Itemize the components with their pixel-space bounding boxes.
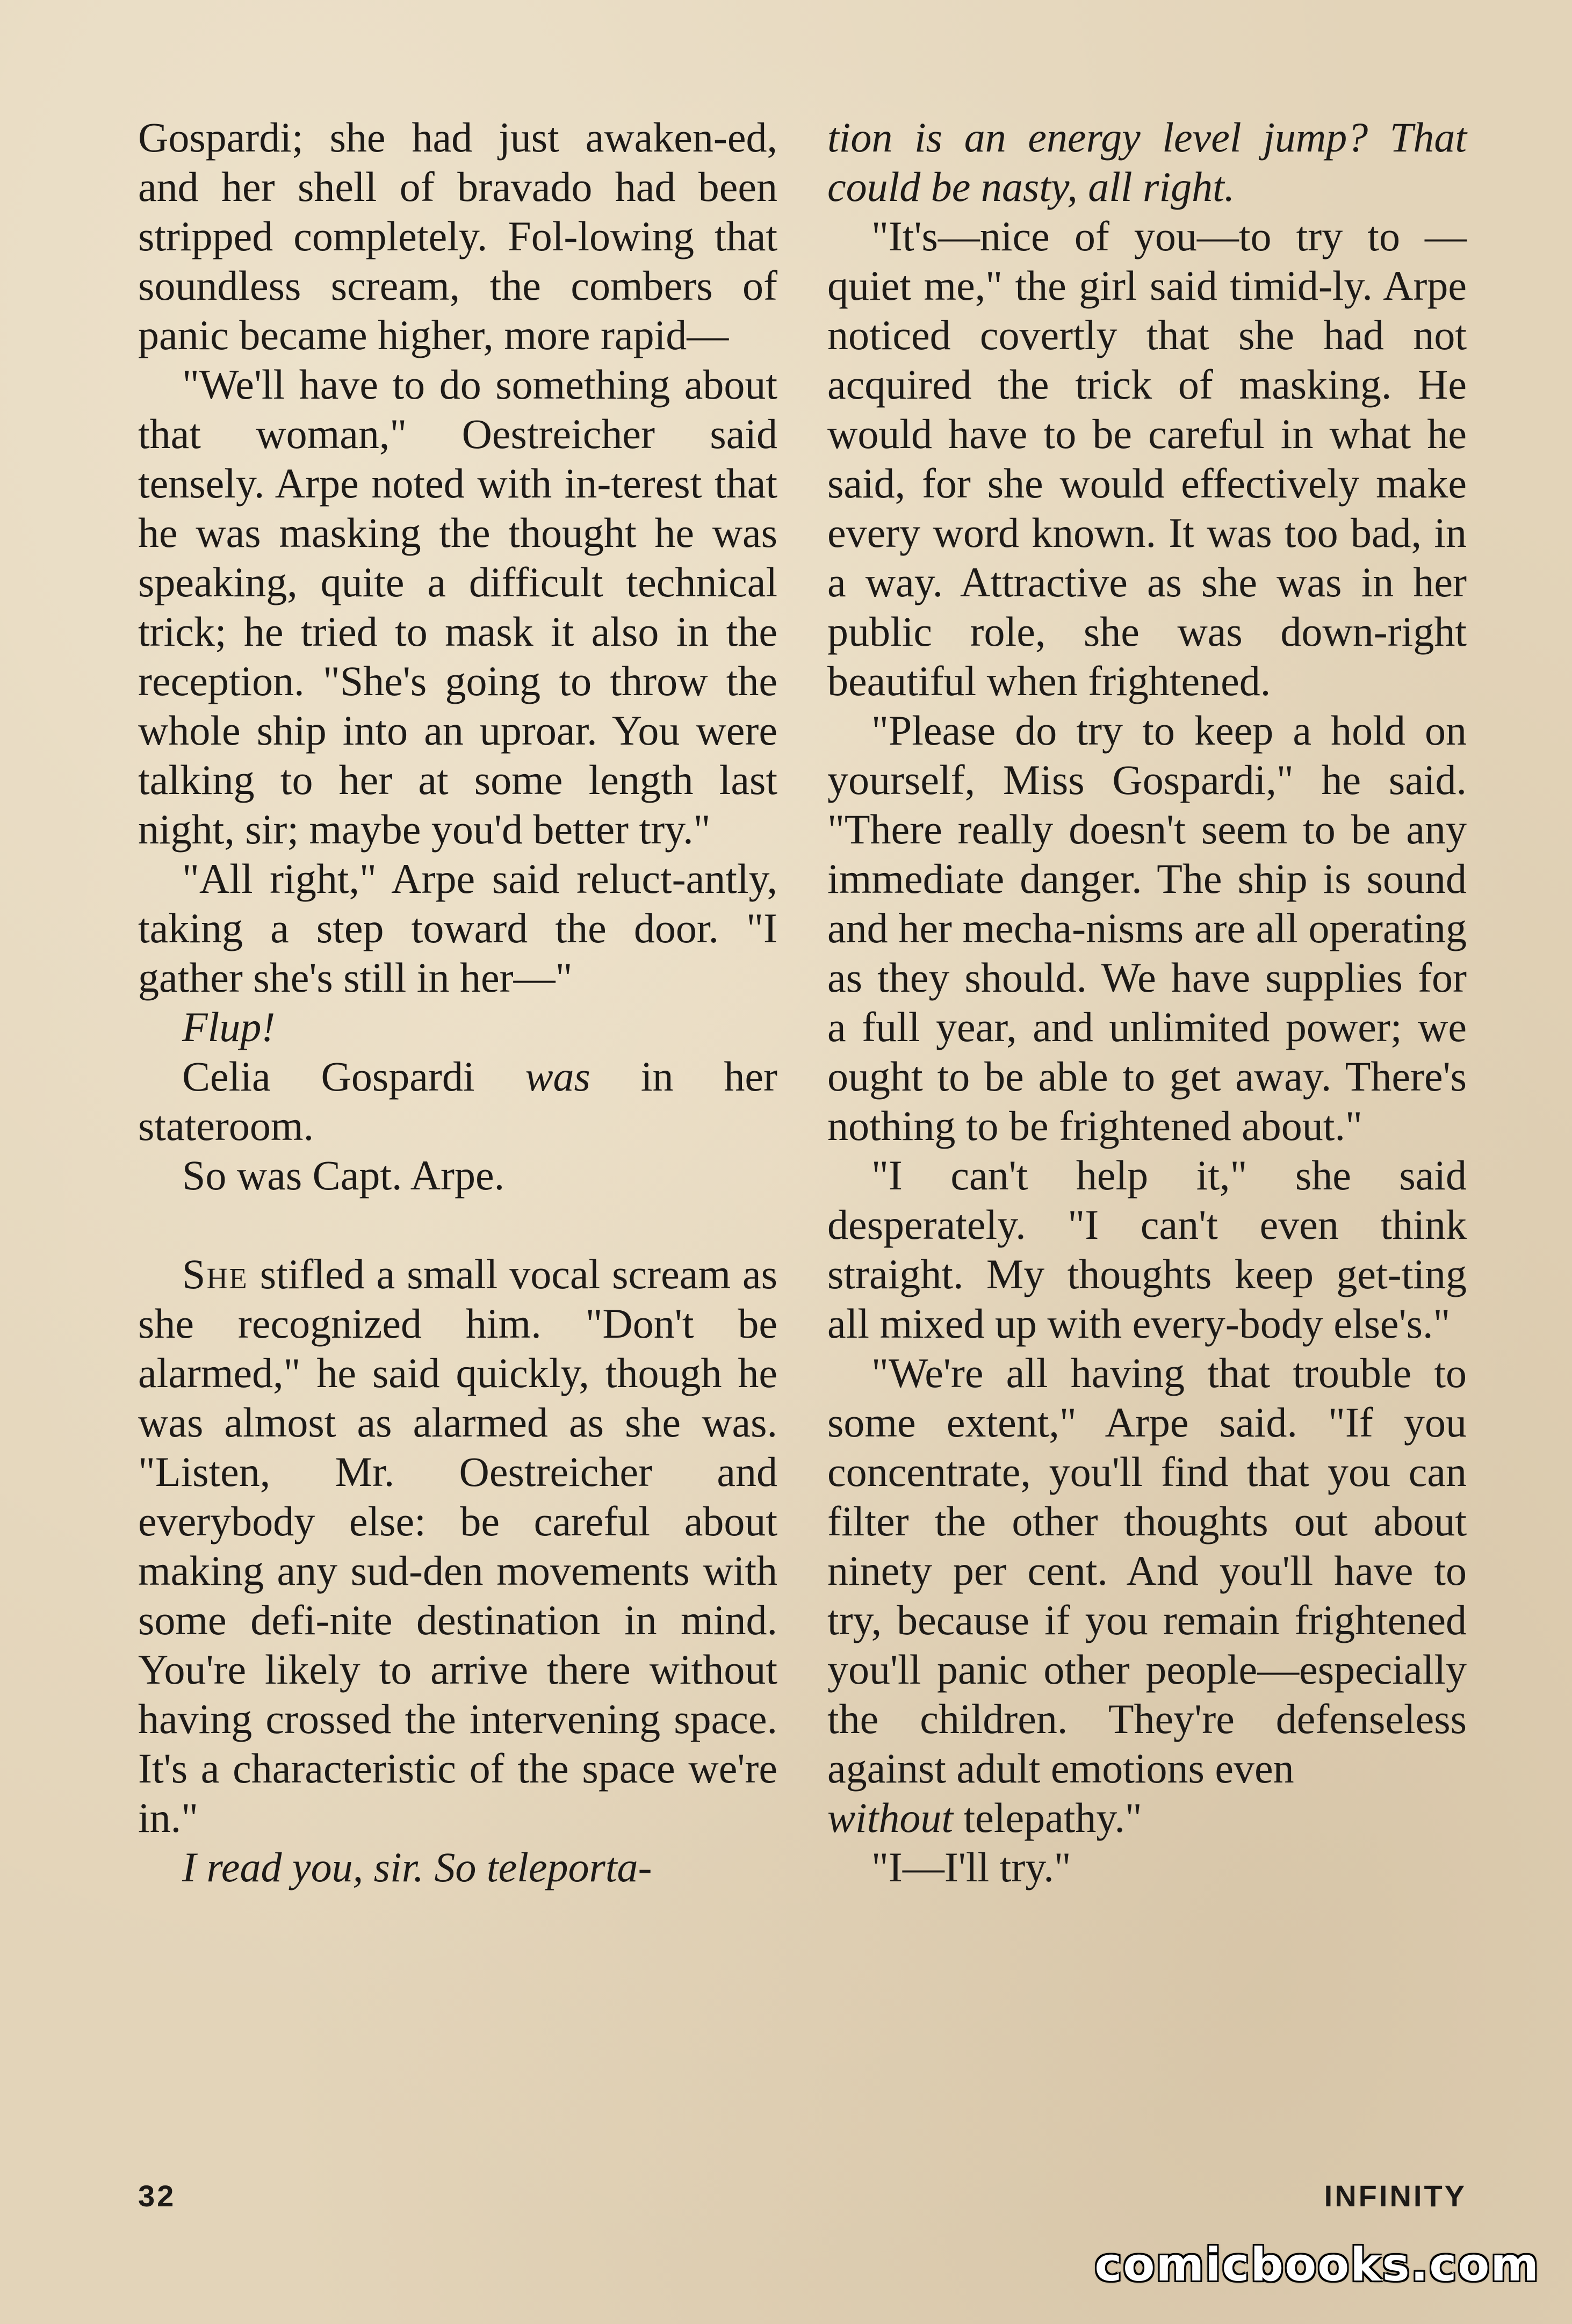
paragraph-italic <box>138 1002 777 1052</box>
paragraph: "It's—nice of you—to try to —quiet me," the girl said timid-ly. Arpe noticed covertly that she had not acquired the trick of masking. He would have to be careful in what he said, for she would effectively make every word known. It was too bad, in a way. Attractive as she was in her public role, she was down-right beautiful when frightened. <box>827 213 1467 704</box>
paragraph: So was Capt. Arpe. <box>182 1152 505 1199</box>
paragraph: "I can't help it," she said desperately. "I can't even think straight. My thoughts keep get-ting all mixed up with every-body else's." <box>827 1152 1467 1347</box>
left-text-column <box>138 113 777 1892</box>
thought-text: tion is an energy level jump? That could be nasty, all right. <box>827 114 1467 210</box>
text-run: in her stateroom. <box>138 1053 777 1149</box>
paragraph-italic <box>827 113 1467 212</box>
paragraph: Gospardi; she had just awaken-ed, and her shell of bravado had been stripped completely. Fol-lowing that soundless scream, the combers of panic became higher, more rapid— <box>138 114 777 358</box>
thought-text: I read you, sir. So teleporta- <box>182 1844 652 1890</box>
paragraph: "We'll have to do something about that woman," Oestreicher said tensely. Arpe noted with in-terest that he was masking the thought he was speaking, quite a difficult technical trick; he tried to mask it also in the reception. "She's going to throw the whole ship into an uproar. You were talking to her at some length last night, sir; maybe you'd better try." <box>138 361 777 853</box>
text-run: Celia Gospardi <box>182 1053 525 1100</box>
magazine-title: INFINITY <box>1324 2179 1467 2213</box>
paragraph-italic <box>138 1843 777 1892</box>
paragraph: "Please do try to keep a hold on yourself, Miss Gospardi," he said. "There really doesn't seem to be any immediate danger. The ship is sound and her mecha-nisms are all operating as they should. We have supplies for a full year, and unlimited power; we ought to be able to get away. There's nothing to be frightened about." <box>827 707 1467 1149</box>
text-run: stifled a small vocal scream as she recognized him. "Don't be alarmed," he said quickly, though he was almost as alarmed as she was. "Listen, Mr. Oestreicher and everybody else: be careful about making any sud-den movements with some defi-nite destination in mind. You're likely to arrive there without having crossed the intervening space. It's a characteristic of the space we're in." <box>138 1251 777 1841</box>
right-text-column <box>827 113 1467 1892</box>
emphasis: without <box>827 1794 954 1841</box>
watermark: comicbooks.com <box>1094 2238 1540 2292</box>
paragraph-continuation <box>827 1793 1467 1843</box>
paragraph: "All right," Arpe said reluct-antly, taking a step toward the door. "I gather she's still in her—" <box>138 855 777 1001</box>
section-start-paragraph <box>138 1250 777 1843</box>
paragraph: "We're all having that trouble to some extent," Arpe said. "If you concentrate, you'll find that you can filter the other thoughts out about ninety per cent. And you'll have to try, because if you remain frightened you'll panic other people—especially the children. They're defenseless against adult emotions even <box>827 1349 1467 1792</box>
flup-interjection: Flup! <box>182 1004 276 1050</box>
paragraph: "I—I'll try." <box>871 1844 1071 1890</box>
emphasis: was <box>525 1053 590 1100</box>
page-number: 32 <box>138 2179 176 2213</box>
paragraph <box>138 1052 777 1151</box>
small-caps-lead: She <box>182 1251 248 1297</box>
page-footer <box>138 2178 1467 2227</box>
text-run: telepathy." <box>953 1794 1142 1841</box>
